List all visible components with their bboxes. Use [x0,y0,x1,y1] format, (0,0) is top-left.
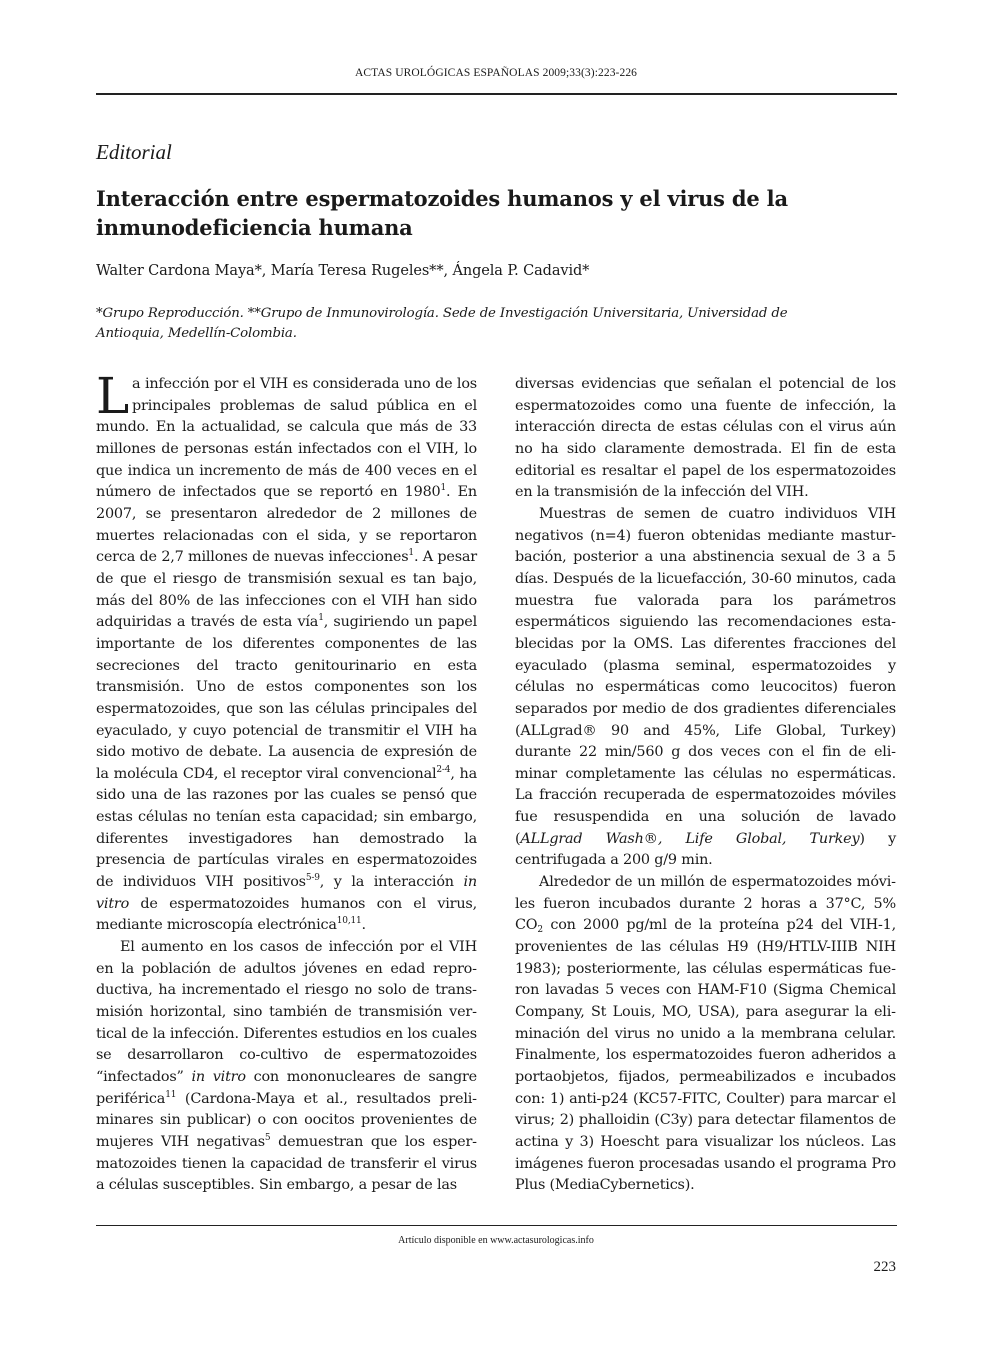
page-number: 223 [873,1259,896,1275]
citation-ref: 1 [318,613,324,624]
text-run: . A pesar de que el riesgo de transmisión sexual es tan bajo, más del 80% de las infecciones con el VIH han sido adquiridas a través de esta vía [96,549,477,631]
italic-term: in vitro [96,874,477,912]
footer-availability-note: Artículo disponible en www.actasurologicas.info [398,1235,594,1246]
body-column-right [515,374,896,1197]
citation-ref: 5-9 [305,873,320,884]
body-column-left [96,367,478,1197]
text-run: a infección por el VIH es considerada uno de los principales problemas de salud pública en el mundo. En la actualidad, se calcula que más de 33 millones de personas están infectados con el VIH, lo que indica un incremento de más de 400 veces en el número de infectados que se reportó en 1980 [96,376,477,501]
article-title: Interacción entre espermatozoides humanos y el virus de la inmunodeficiencia humana [96,186,788,240]
author-list: Walter Cardona Maya*, María Teresa Rugeles**, Ángela P. Cadavid* [96,263,590,279]
text-run: Alrededor de un millón de espermatozoides móviles fueron incubados durante 2 horas a 37°C, 5% CO [515,874,896,934]
text-run: , ha sido una de las razones por las cuales se pensó que estas células no tenían esta capacidad; sin embargo, diferentes investigadores han demostrado la presencia de partículas virales en espermatozoides de individuos VIH positivos [96,765,477,891]
citation-ref: 5 [264,1132,271,1143]
body-paragraph-2-continued [515,374,896,504]
text-run: Muestras de semen de cuatro individuos VIH negativos (n=4) fueron obtenidas mediante masturbación, posterior a una abstinencia sexual de 3 a 5 días. Después de la licuefacción, 30-60 minutos, cada muestra fue valorada para los parámetros espermáticos siguiendo las recomendaciones establecidas por la OMS. Las diferentes fracciones del eyaculado (plasma seminal, espermatozoides y células no espermáticas como leucocitos) fueron separados por medio de dos gradientes diferenciales (ALLgrad® 90 and 45%, Life Global, Turkey) durante 22 min/560 g dos veces con el fin de eliminar completamente las células no espermáticas. La fracción recuperada de espermatozoides móviles fue resuspendida en una solución de lavado ( [515,505,896,847]
text-run: El aumento en los casos de infección por el VIH en la población de adultos jóvenes en edad reproductiva, ha incrementado el riesgo no solo de transmisión horizontal, sino también de transmisión vertical de la infección. Diferentes estudios en los cuales se desarrollaron co-cultivo de espermatozoides “infectados” [96,939,477,1085]
italic-term: in vitro [191,1069,246,1085]
journal-header: ACTAS UROLÓGICAS ESPAÑOLAS 2009;33(3):223-226 [354,67,638,79]
citation-ref: 11 [165,1089,177,1100]
body-paragraph-4 [515,872,896,1197]
body-paragraph-2 [96,937,477,1197]
text-run: . [361,917,366,934]
drop-cap: L [96,367,130,425]
text-run: con mononucleares de sangre periférica [96,1069,478,1107]
citation-ref: 1 [440,483,447,494]
text-run: diversas evidencias que señalan el potencial de los espermatozoides como una fuente de infección, la interacción directa de estas células con el virus aún no ha sido claramente demostrada. El fin de esta editorial es resaltar el papel de los espermatozoides en la transmisión de la infección del VIH. [515,376,896,501]
text-run: de espermatozoides humanos con el virus, mediante microscopía electrónica [96,895,477,934]
body-paragraph-3 [515,504,896,872]
text-run: , y la interacción [319,874,464,891]
text-run: (Cardona-Maya et al., resultados preliminares sin publicar) o con oocitos provenientes de mujeres VIH negativas [96,1090,477,1150]
subscript: 2 [537,925,543,936]
text-run: . En 2007, se presentaron alrededor de 2 millones de muertes relacionadas con el sida, y se reportaron cerca de 2,7 millones de nuevas infecciones [96,484,477,566]
footer-divider [96,1225,897,1226]
citation-ref: 10,11 [336,916,362,927]
citation-ref: 2-4 [436,764,451,775]
citation-ref: 1 [408,548,414,559]
text-run: , sugiriendo un papel importante de los diferentes componentes de las secreciones del tracto genitourinario en esta transmisión. Uno de estos componentes son los espermatozoides, que son las células principales del eyaculado, y cuyo potencial de transmitir el VIH ha sido motivo de debate. La ausencia de expresión de la molécula CD4, el receptor viral convencional [96,614,477,782]
header-divider [96,93,897,95]
text-run: demuestran que los espermatozoides tienen la capacidad de transferir el virus a células susceptibles. Sin embargo, a pesar de las [96,1133,477,1194]
text-run: ) y centrifugada a 200 g/9 min. [515,830,897,869]
affiliation: *Grupo Reproducción. **Grupo de Inmunovirología. Sede de Investigación Universitaria, Universidad de Antioquia, Medellín-Colombia. [96,306,788,341]
text-run: con 2000 pg/ml de la proteína p24 del VIH-1, provenientes de las células H9 (H9/HTLV-IIIB NIH 1983); posteriormente, las células espermáticas fueron lavadas 5 veces con HAM-F10 (Sigma Chemical Company, St Louis, MO, USA), para asegurar la eliminación del virus no unido a la membrana celular. Finalmente, los espermatozoides fueron adheridos a portaobjetos, fijados, permeabilizados e incubados con: 1) anti-p24 (KC57-FITC, Coulter) para marcar el virus; 2) phalloidin (C3y) para detectar filamentos de actina y 3) Hoescht para visualizar los núcleos. Las imágenes fueron procesadas usando el programa Pro Plus (MediaCybernetics). [515,917,896,1194]
section-label: Editorial [96,140,172,164]
italic-term: ALLgrad Wash®, Life Global, Turkey [520,830,860,847]
body-paragraph-1 [96,367,477,937]
